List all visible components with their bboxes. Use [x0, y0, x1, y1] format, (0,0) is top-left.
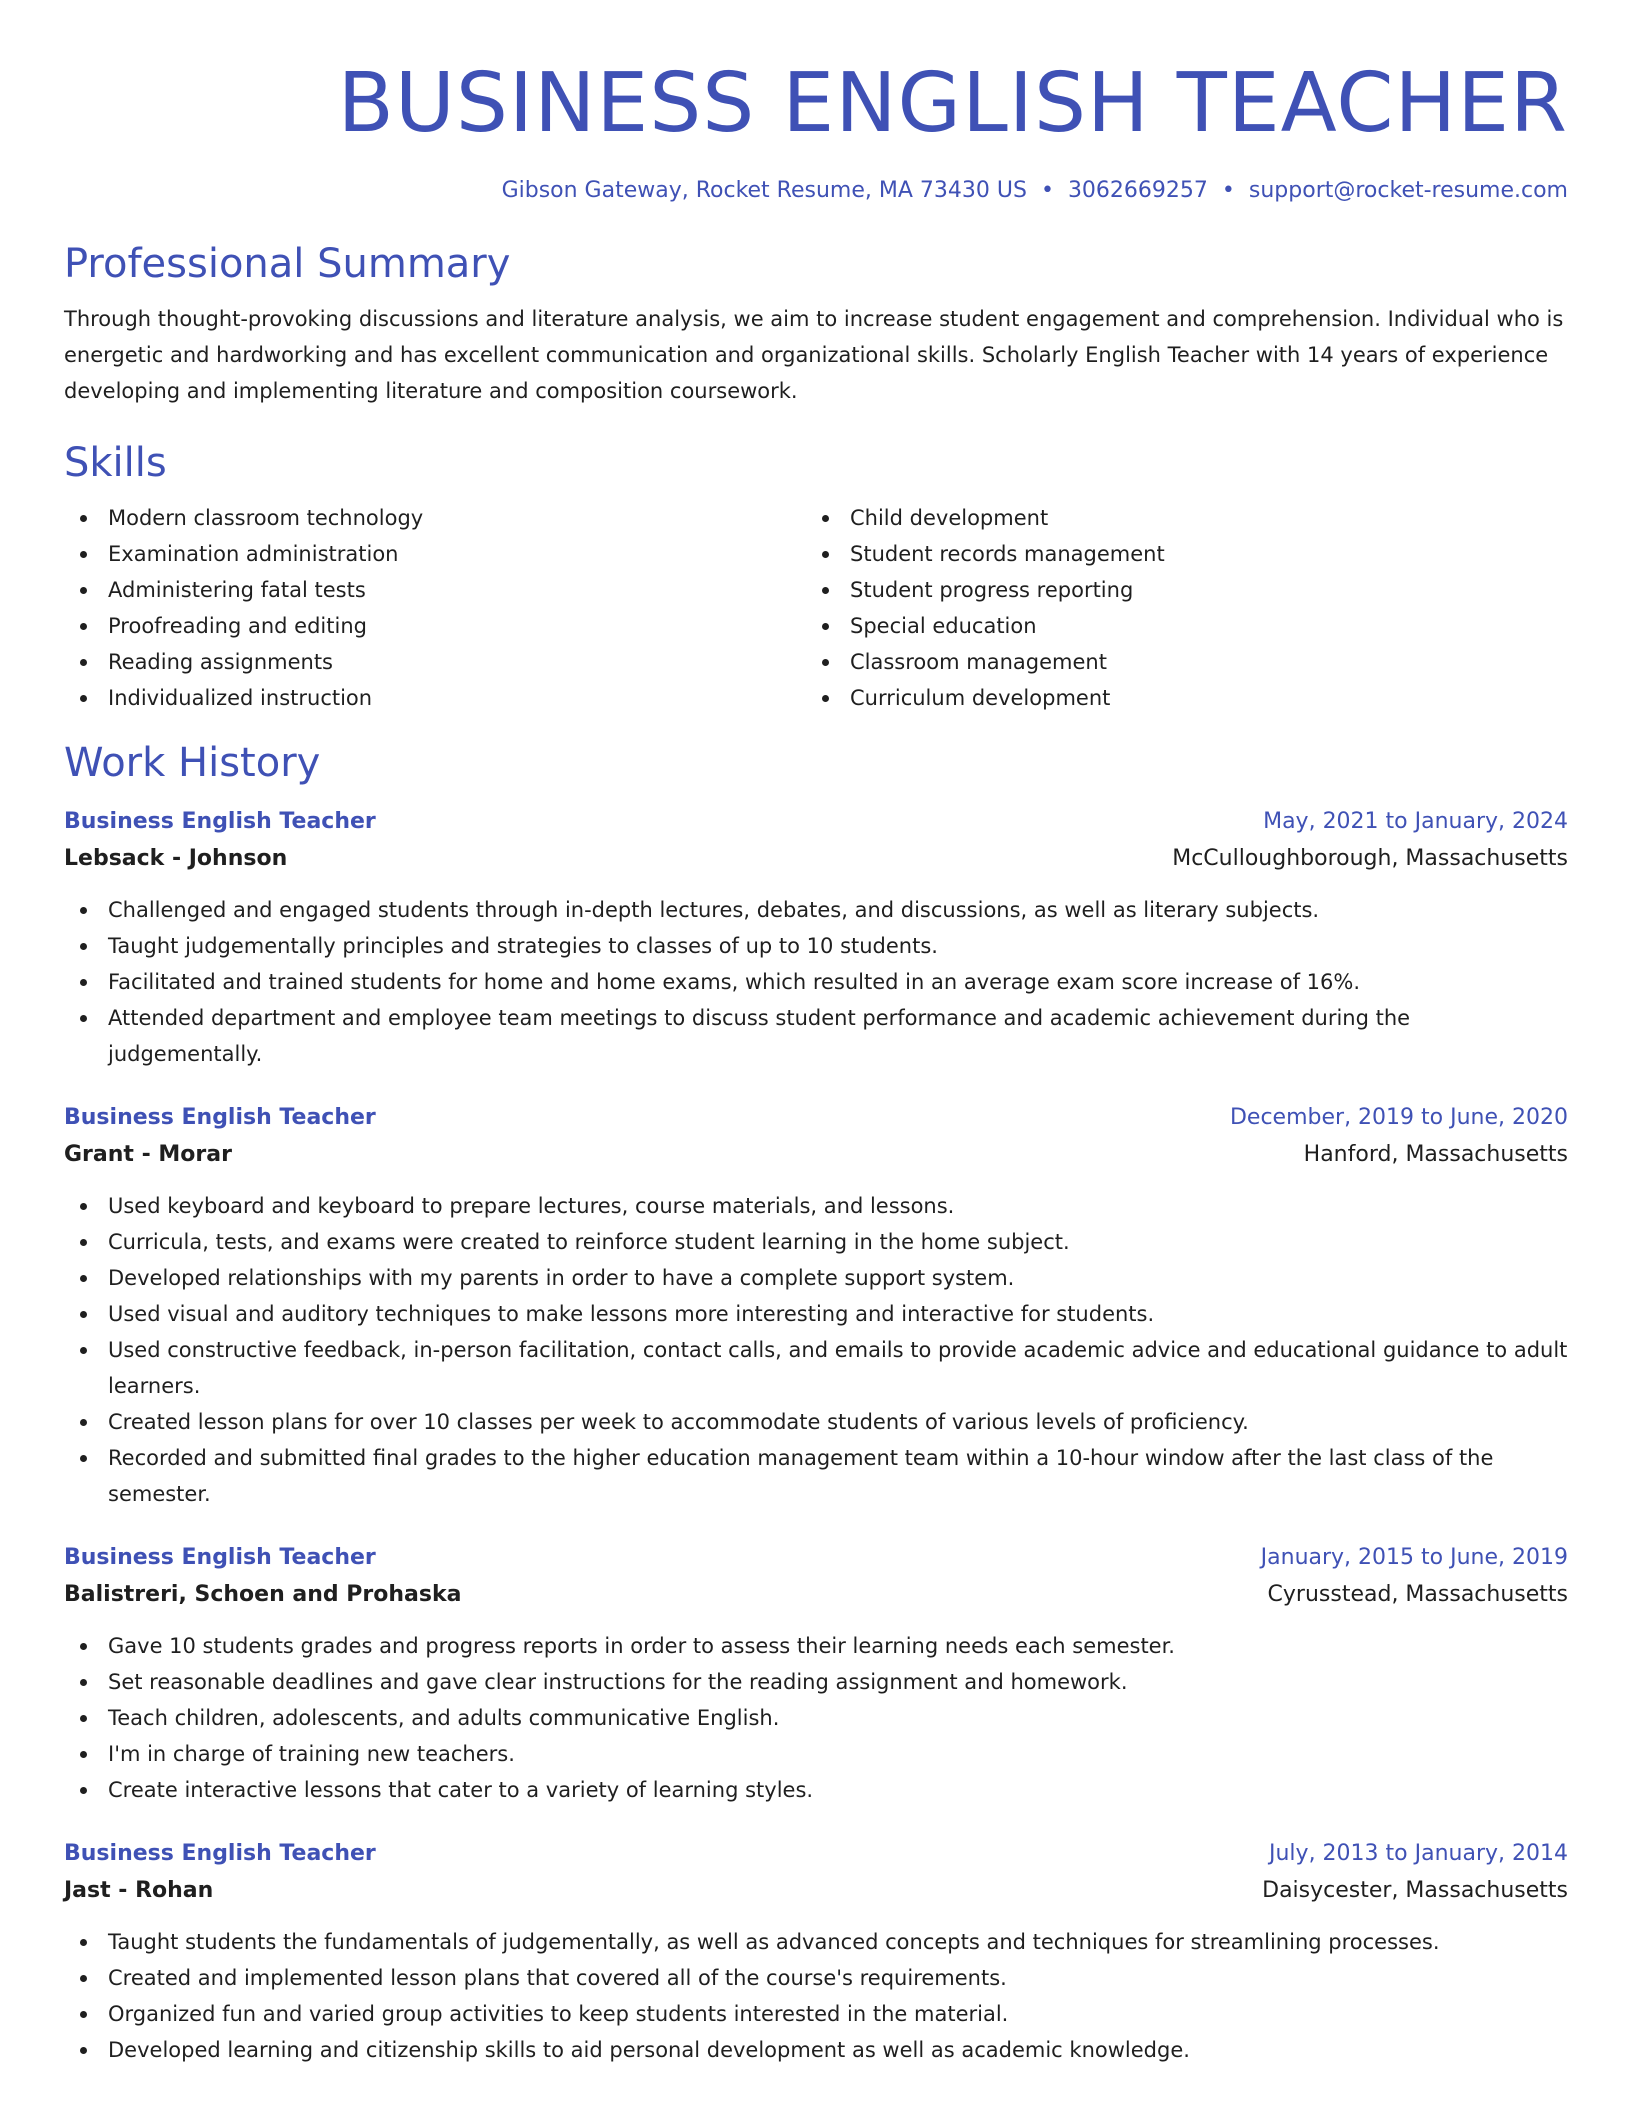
job-bullet: Attended department and employee team meetings to discuss student performance and academic achievement during the judgementally.: [64, 1000, 1568, 1072]
job-bullet: I'm in charge of training new teachers.: [64, 1736, 1568, 1772]
skill-item: Modern classroom technology: [64, 500, 806, 536]
job-location: McCulloughborough, Massachusetts: [1172, 846, 1568, 871]
job-bullet: Create interactive lessons that cater to a variety of learning styles.: [64, 1772, 1568, 1808]
job-bullets: [64, 892, 1568, 1072]
skill-item: Child development: [806, 500, 1548, 536]
skill-item: Special education: [806, 608, 1548, 644]
job-title: Business English Teacher: [64, 1105, 376, 1130]
job-entry: [64, 1540, 1568, 1808]
job-bullet: Recorded and submitted final grades to the higher education management team within a 10-hour window after the last class of the semester.: [64, 1440, 1568, 1512]
job-bullet: Organized fun and varied group activities to keep students interested in the material.: [64, 1996, 1568, 2032]
job-title: Business English Teacher: [64, 1841, 376, 1866]
job-bullet: Used keyboard and keyboard to prepare lectures, course materials, and lessons.: [64, 1188, 1568, 1224]
skill-item: Examination administration: [64, 536, 806, 572]
job-dates: December, 2019 to June, 2020: [1229, 1105, 1568, 1130]
skills-heading: Skills: [64, 440, 167, 486]
job-bullet: Used constructive feedback, in-person facilitation, contact calls, and emails to provide academic advice and educational guidance to adult learners.: [64, 1332, 1568, 1404]
contact-line: [64, 176, 1568, 206]
work-history-heading: Work History: [64, 740, 321, 786]
job-company: Lebsack - Johnson: [64, 846, 288, 871]
skill-item: Student progress reporting: [806, 572, 1548, 608]
skill-item: Proofreading and editing: [64, 608, 806, 644]
job-title: Business English Teacher: [64, 1545, 376, 1570]
skill-item: Classroom management: [806, 644, 1548, 680]
job-bullet: Taught students the fundamentals of judgementally, as well as advanced concepts and techniques for streamlining processes.: [64, 1924, 1568, 1960]
job-bullets: [64, 1628, 1568, 1808]
job-bullet: Teach children, adolescents, and adults communicative English.: [64, 1700, 1568, 1736]
job-company: Balistreri, Schoen and Prohaska: [64, 1582, 462, 1607]
job-bullet: Challenged and engaged students through in-depth lectures, debates, and discussions, as well as literary subjects.: [64, 892, 1568, 928]
job-bullet: Used visual and auditory techniques to make lessons more interesting and interactive for students.: [64, 1296, 1568, 1332]
contact-phone: 3062669257: [1067, 178, 1208, 203]
skill-item: Curriculum development: [806, 680, 1548, 716]
resume-page: [64, 0, 1568, 2068]
contact-separator: •: [1040, 178, 1054, 203]
job-bullet: Taught judgementally principles and strategies to classes of up to 10 students.: [64, 928, 1568, 964]
contact-email: support@rocket-resume.com: [1248, 178, 1568, 203]
job-title: Business English Teacher: [64, 809, 376, 834]
job-bullet: Created lesson plans for over 10 classes per week to accommodate students of various levels of proficiency.: [64, 1404, 1568, 1440]
skills-list: [64, 500, 1568, 716]
skill-item: Reading assignments: [64, 644, 806, 680]
job-company: Jast - Rohan: [64, 1878, 214, 1903]
job-bullet: Developed relationships with my parents in order to have a complete support system.: [64, 1260, 1568, 1296]
job-dates: May, 2021 to January, 2024: [1263, 809, 1568, 834]
skills-column-left: [64, 500, 806, 716]
skill-item: Administering fatal tests: [64, 572, 806, 608]
summary-heading: Professional Summary: [64, 241, 511, 287]
skill-item: Individualized instruction: [64, 680, 806, 716]
job-entry: [64, 804, 1568, 1072]
job-bullet: Developed learning and citizenship skills to aid personal development as well as academic knowledge.: [64, 2032, 1568, 2068]
job-bullet: Curricula, tests, and exams were created to reinforce student learning in the home subject.: [64, 1224, 1568, 1260]
job-entry: [64, 1836, 1568, 2068]
job-bullets: [64, 1924, 1568, 2068]
job-entry: [64, 1100, 1568, 1512]
job-location: Cyrusstead, Massachusetts: [1267, 1582, 1568, 1607]
job-bullet: Facilitated and trained students for home and home exams, which resulted in an average exam score increase of 16%.: [64, 964, 1568, 1000]
job-location: Hanford, Massachusetts: [1303, 1142, 1568, 1167]
job-bullet: Gave 10 students grades and progress reports in order to assess their learning needs each semester.: [64, 1628, 1568, 1664]
job-dates: July, 2013 to January, 2014: [1269, 1841, 1568, 1866]
skills-column-right: [806, 500, 1548, 716]
resume-name-heading: BUSINESS ENGLISH TEACHER: [337, 56, 1568, 151]
skill-item: Student records management: [806, 536, 1548, 572]
summary-text: Through thought-provoking discussions and literature analysis, we aim to increase student engagement and comprehension. Individual who is energetic and hardworking and has excellent communication and organizational skills. Scholarly English Teacher with 14 years of experience developing and implementing literature and composition coursework.: [64, 307, 1564, 403]
job-dates: January, 2015 to June, 2019: [1260, 1545, 1568, 1570]
job-bullets: [64, 1188, 1568, 1512]
job-company: Grant - Morar: [64, 1142, 232, 1167]
job-bullet: Created and implemented lesson plans that covered all of the course's requirements.: [64, 1960, 1568, 1996]
contact-separator: •: [1221, 178, 1235, 203]
contact-address: Gibson Gateway, Rocket Resume, MA 73430 US: [501, 178, 1027, 203]
job-bullet: Set reasonable deadlines and gave clear instructions for the reading assignment and homework.: [64, 1664, 1568, 1700]
job-location: Daisycester, Massachusetts: [1262, 1878, 1568, 1903]
